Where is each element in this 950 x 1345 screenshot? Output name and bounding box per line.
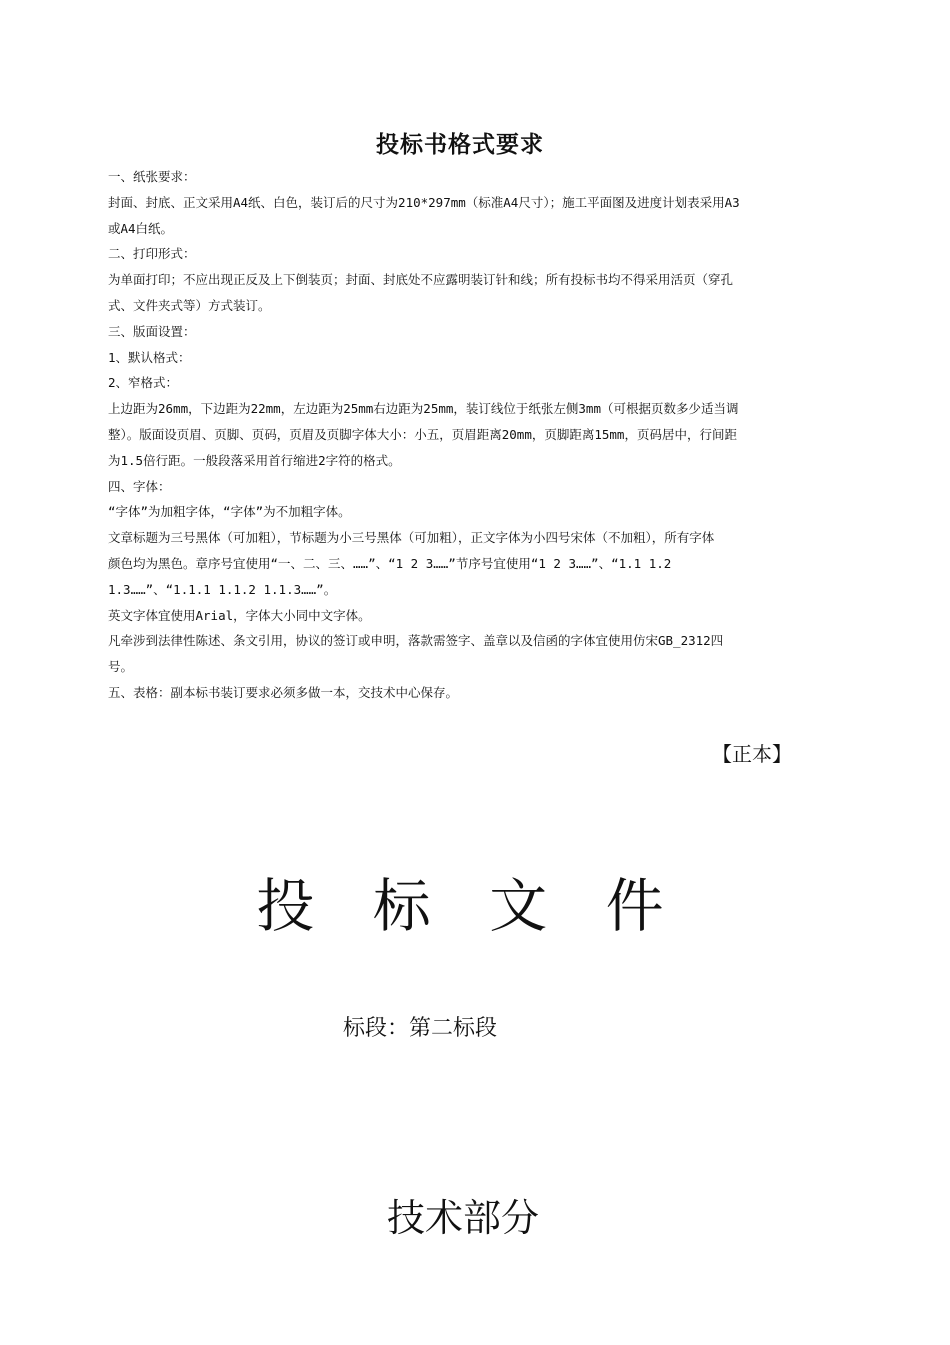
body-line: 三、版面设置： [108, 323, 196, 339]
part-title: 技术部分 [386, 1196, 539, 1240]
body-line: 文章标题为三号黑体（可加粗），节标题为小三号黑体（可加粗），正文字体为小四号宋体（不加粗），所有字体 [108, 530, 715, 546]
body-line: 1、默认格式： [108, 349, 191, 365]
body-line: 英文字体宜使用Arial，字体大小同中文字体。 [108, 607, 371, 623]
body-line: 二、打印形式： [108, 246, 196, 262]
body-line: 为1.5倍行距。一般段落采用首行缩进2字符的格式。 [108, 452, 401, 468]
body-line: 封面、封底、正文采用A4纸、白色，装订后的尺寸为210*297mm（标准A4尺寸）；施工平面图及进度计划表采用A3 [108, 194, 740, 210]
body-line: 整）。版面设页眉、页脚、页码，页眉及页脚字体大小：小五，页眉距离20mm，页脚距离15mm，页码居中，行间距 [108, 426, 737, 442]
body-line: 一、纸张要求： [108, 169, 196, 184]
body-line: 颜色均为黑色。章序号宜使用“一、二、三、……”、“1 2 3……”节序号宜使用“1 2 3……”、“1.1 1.2 [108, 555, 672, 571]
body-line: 凡牵涉到法律性陈述、条文引用，协议的签订或申明，落款需签字、盖章以及信函的字体宜使用仿宋GB_2312四 [108, 633, 724, 649]
edition-mark: 【正本】 [712, 742, 792, 766]
body-line: 上边距为26mm，下边距为22mm，左边距为25mm右边距为25mm，装订线位于纸张左侧3mm（可根据页数多少适当调 [108, 401, 739, 417]
body-line: “字体”为加粗字体，“字体”为不加粗字体。 [108, 504, 351, 520]
body-line: 号。 [108, 659, 134, 675]
body-line: 1.3……”、“1.1.1 1.1.2 1.1.3……”。 [108, 581, 337, 597]
cover-title: 投 标 文 件 [256, 872, 684, 940]
body-line: 或A4白纸。 [108, 220, 174, 236]
requirements-body [108, 164, 828, 706]
body-line: 四、字体： [108, 478, 171, 494]
body-line: 2、窄格式： [108, 375, 179, 391]
body-line: 式、文件夹式等）方式装订。 [108, 297, 271, 313]
section-label: 标段：第二标段 [343, 1016, 498, 1041]
document-title: 投标书格式要求 [376, 132, 544, 158]
body-line: 为单面打印；不应出现正反及上下倒装页；封面、封底处不应露明装订针和线；所有投标书均不得采用活页（穿孔 [108, 272, 734, 288]
body-line: 五、表格：副本标书装订要求必须多做一本，交技术中心保存。 [108, 684, 459, 700]
